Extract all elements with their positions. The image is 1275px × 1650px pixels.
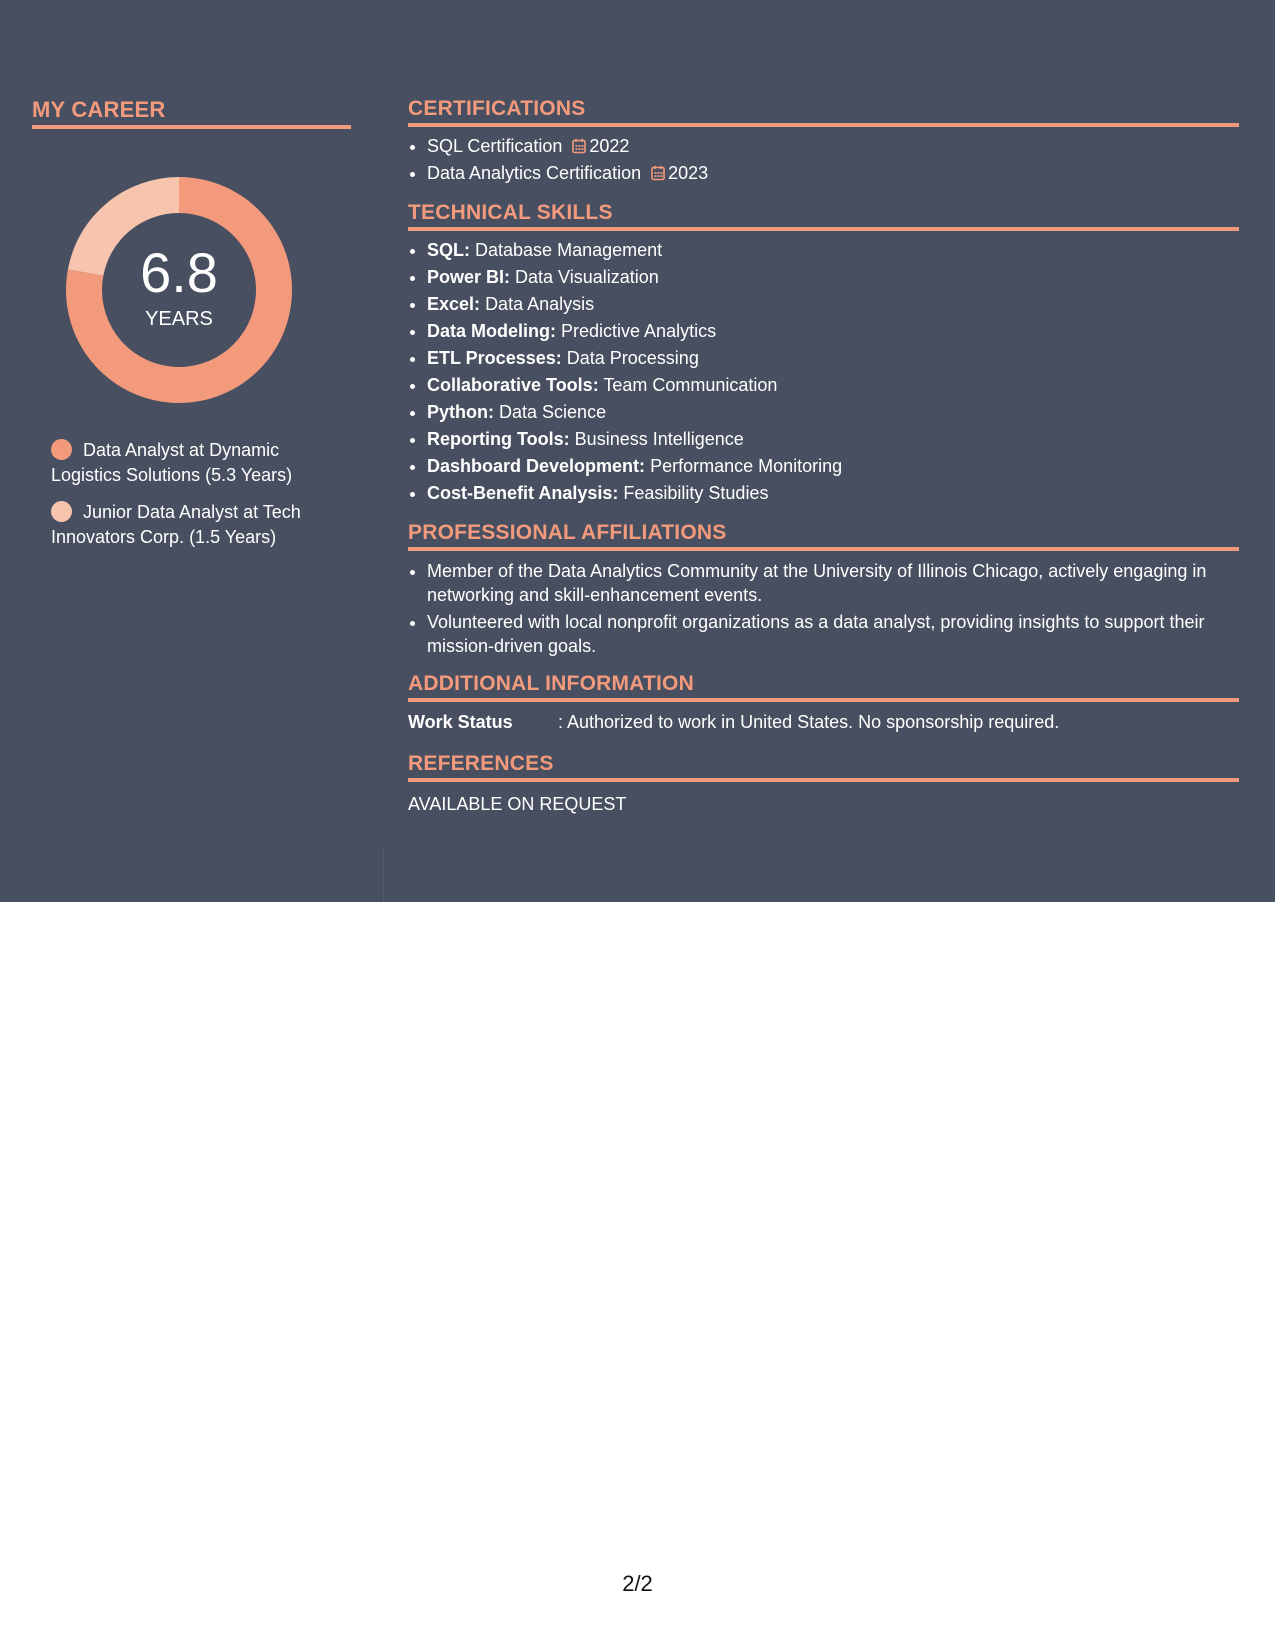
career-legend — [51, 438, 341, 562]
career-role-label: Junior Data Analyst at Tech Innovators Corp. (1.5 Years) — [51, 502, 301, 547]
skill-name: Python: — [427, 402, 494, 422]
skill-description: Business Intelligence — [574, 429, 744, 449]
calendar-icon — [572, 138, 586, 154]
additional-heading: ADDITIONAL INFORMATION — [408, 672, 1239, 702]
page-number: 2/2 — [622, 1571, 653, 1596]
skill-description: Data Science — [499, 402, 607, 422]
skills-heading: TECHNICAL SKILLS — [408, 201, 1239, 231]
additional-section — [408, 672, 1239, 734]
work-status-row — [408, 710, 1239, 734]
references-text: AVAILABLE ON REQUEST — [408, 794, 627, 814]
skill-item — [427, 291, 1239, 318]
skill-item — [427, 318, 1239, 345]
skill-description: Data Visualization — [515, 267, 659, 287]
column-divider — [383, 850, 384, 902]
legend-dot-icon — [51, 439, 72, 460]
skill-name: Collaborative Tools: — [427, 375, 599, 395]
affiliation-item: • Member of the Data Analytics Community at the University of Illinois Chicago, actively engaging in networking and skill-enhancement events. — [427, 559, 1239, 607]
certification-item — [427, 160, 1239, 187]
references-heading: REFERENCES — [408, 752, 1239, 782]
work-status-label: Work Status — [408, 712, 513, 732]
career-role-label: Data Analyst at Dynamic Logistics Solutions (5.3 Years) — [51, 440, 293, 485]
total-years-value: 6.8 — [140, 241, 218, 304]
skill-description: Performance Monitoring — [650, 456, 843, 476]
skill-description: Predictive Analytics — [561, 321, 717, 341]
certifications-heading: CERTIFICATIONS — [408, 97, 1239, 127]
affiliations-list — [408, 559, 1239, 658]
affiliations-section — [408, 521, 1239, 658]
affiliation-item: • Volunteered with local nonprofit organizations as a data analyst, providing insights to support their mission-driven goals. — [427, 610, 1239, 658]
skill-name: Power BI: — [427, 267, 511, 287]
skill-description: Database Management — [475, 240, 663, 260]
career-section — [32, 97, 351, 547]
skill-description: Team Communication — [603, 375, 778, 395]
skill-name: Cost-Benefit Analysis: — [427, 483, 619, 503]
skill-item — [427, 480, 1239, 507]
skill-name: Dashboard Development: — [427, 456, 646, 476]
skill-name: ETL Processes: — [427, 348, 562, 368]
skill-description: Data Analysis — [485, 294, 595, 314]
skill-name: Reporting Tools: — [427, 429, 570, 449]
certification-year: 2022 — [589, 136, 630, 156]
affiliations-heading: PROFESSIONAL AFFILIATIONS — [408, 521, 1239, 551]
skill-item — [427, 399, 1239, 426]
skill-name: Excel: — [427, 294, 481, 314]
references-section — [408, 752, 1239, 816]
total-years-unit: YEARS — [145, 308, 213, 330]
donut-center — [66, 177, 292, 403]
career-donut-chart — [66, 177, 292, 403]
skill-item — [427, 237, 1239, 264]
career-legend-item — [51, 438, 341, 488]
skill-description: Data Processing — [566, 348, 699, 368]
skill-item — [427, 264, 1239, 291]
skill-description: Feasibility Studies — [623, 483, 769, 503]
right-column — [408, 97, 1239, 816]
skill-item — [427, 453, 1239, 480]
skill-item — [427, 372, 1239, 399]
skill-name: Data Modeling: — [427, 321, 556, 341]
work-status-value: : Authorized to work in United States. No sponsorship required. — [558, 712, 1060, 732]
certification-name: Data Analytics Certification — [427, 163, 642, 183]
certification-year: 2023 — [668, 163, 709, 183]
certification-name: SQL Certification — [427, 136, 563, 156]
calendar-icon — [651, 165, 665, 181]
skill-item — [427, 426, 1239, 453]
skill-name: SQL: — [427, 240, 470, 260]
career-legend-item — [51, 500, 341, 550]
skills-section — [408, 201, 1239, 507]
skill-item — [427, 345, 1239, 372]
career-heading: MY CAREER — [32, 97, 351, 129]
skills-list — [408, 237, 1239, 507]
legend-dot-icon — [51, 501, 72, 522]
certification-item — [427, 133, 1239, 160]
certifications-list — [408, 133, 1239, 187]
certifications-section — [408, 97, 1239, 187]
